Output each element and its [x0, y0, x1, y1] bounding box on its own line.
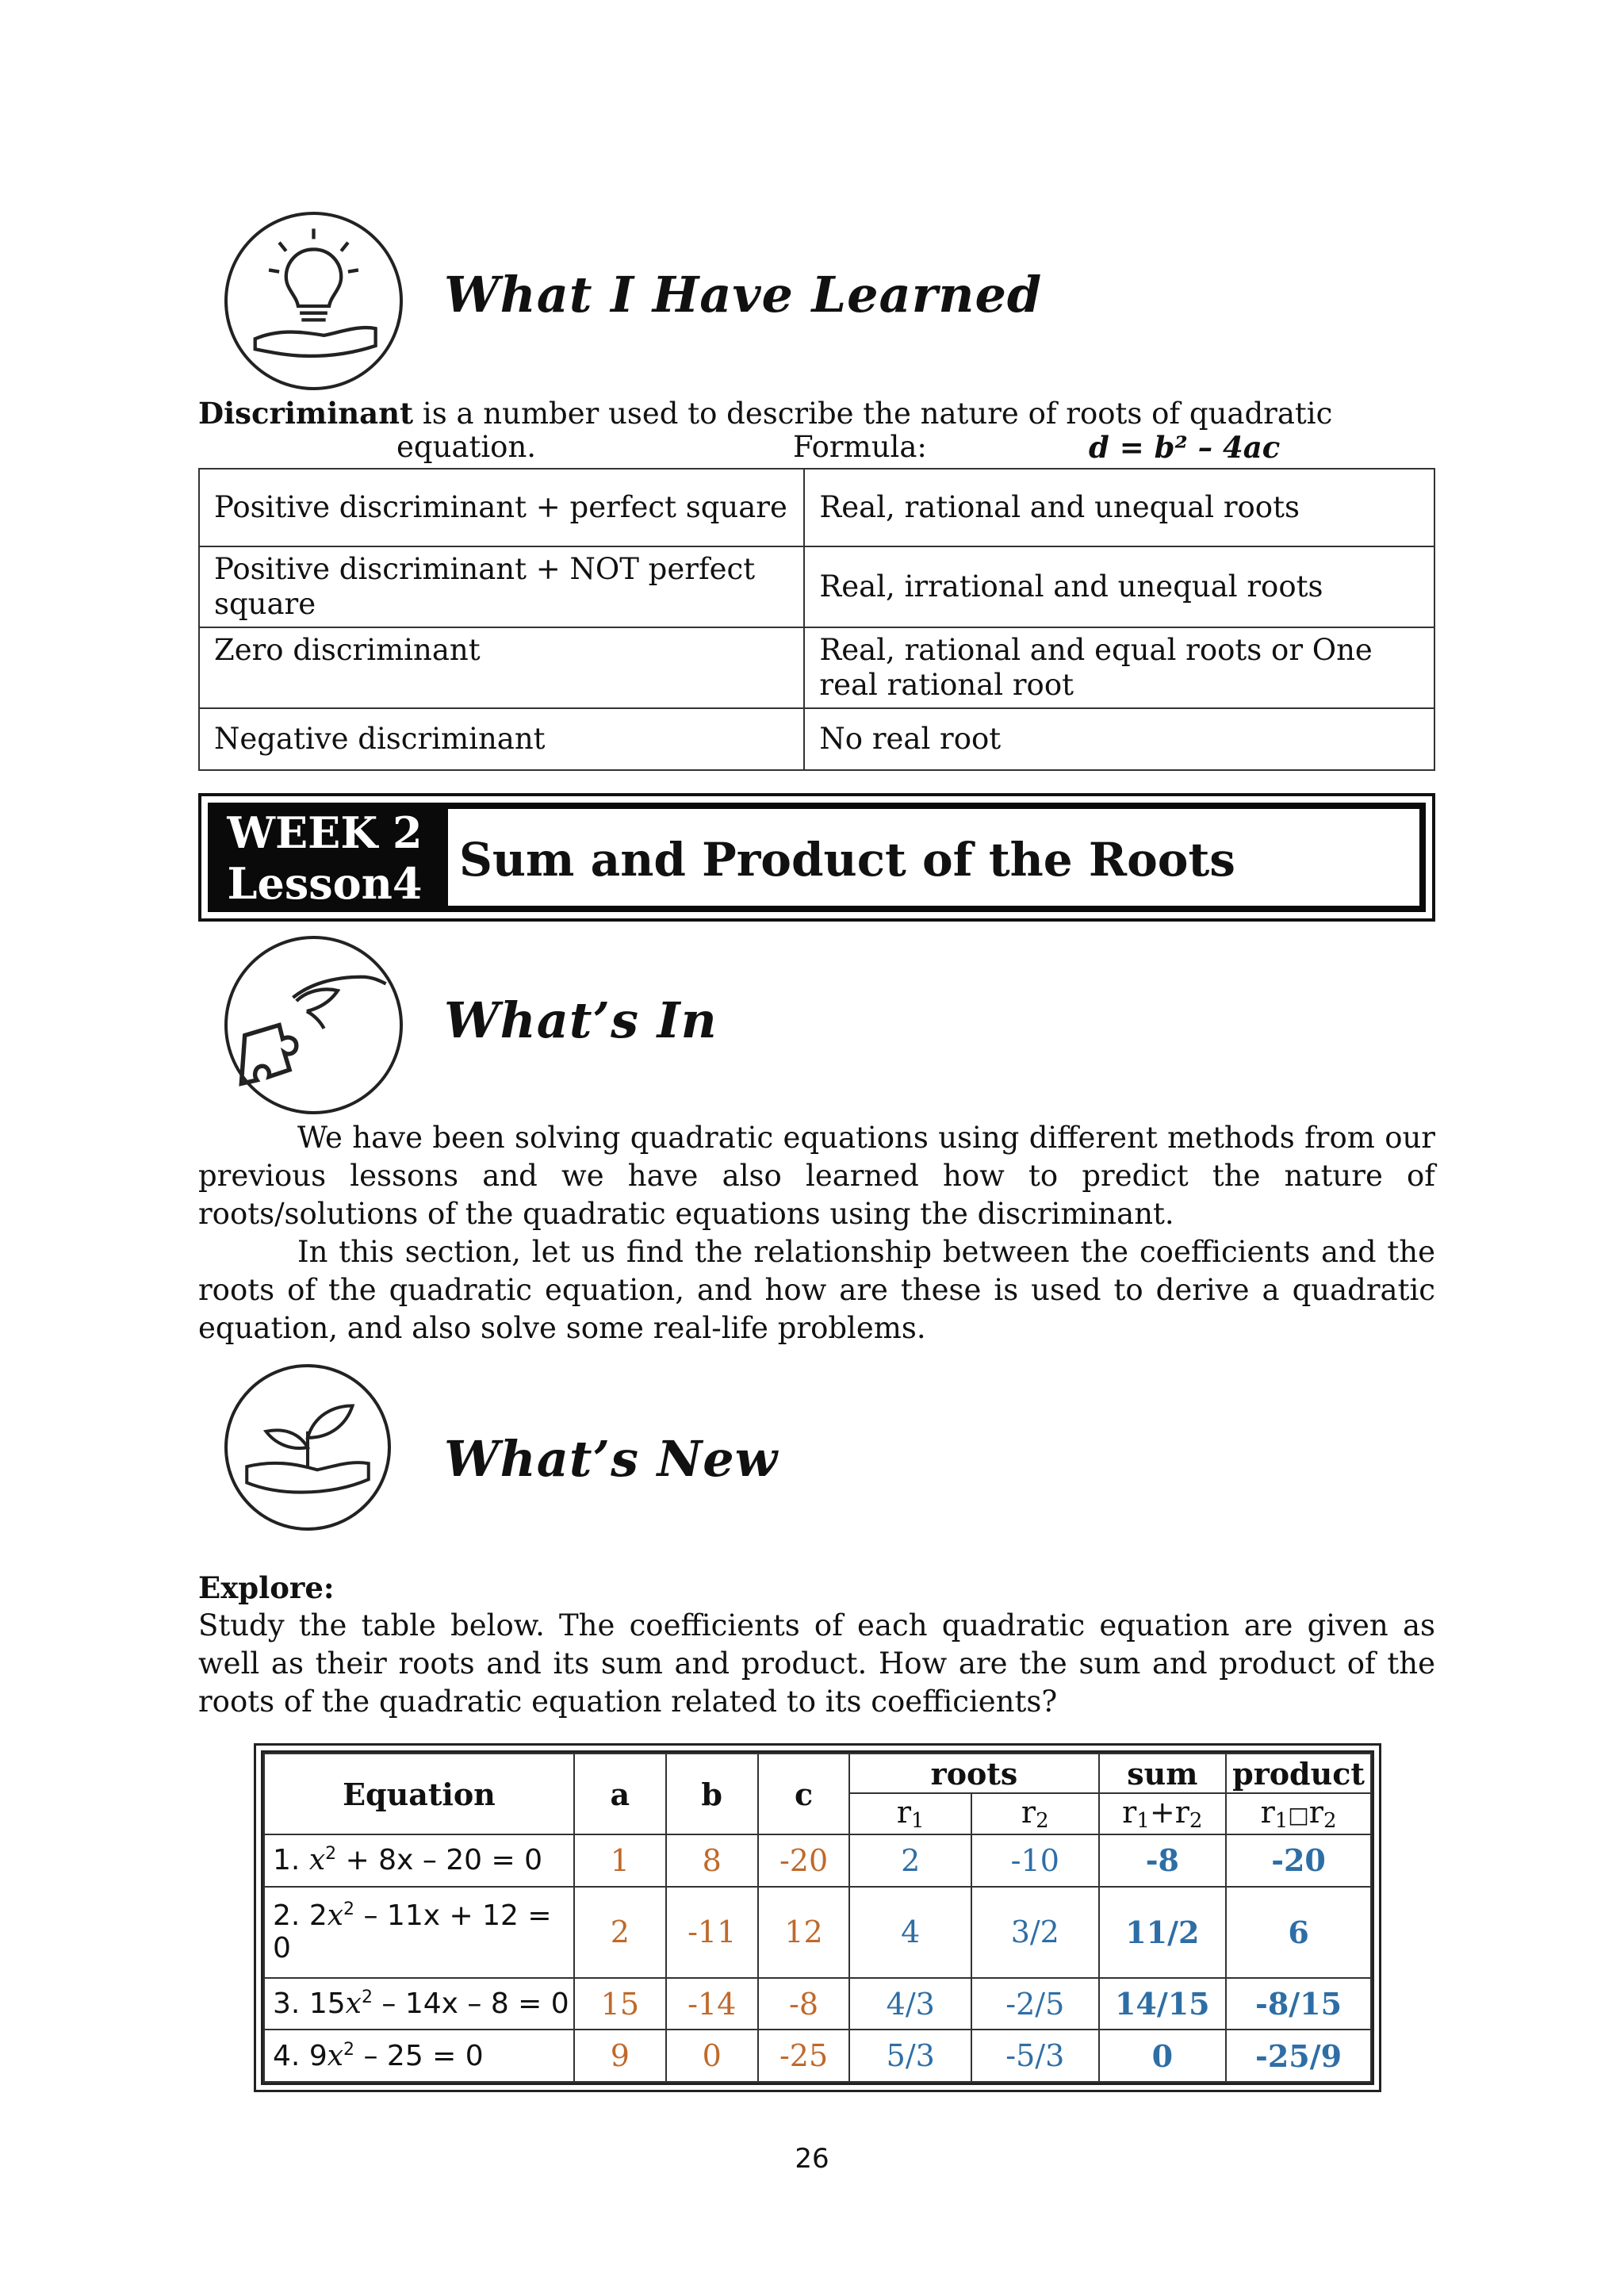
sum-value: 14/15 [1099, 1978, 1227, 2030]
whats-in-paragraph-2: In this section, let us find the relationship between the coefficients and the roots of the quadratic equation, and how are these is used to derive a quadratic equation, and also solve some real-life problems. [198, 1235, 1435, 1345]
coef-b: -14 [666, 1978, 758, 2030]
plant-hand-icon [224, 1364, 391, 1531]
header-product-expr: $r_1□r_2$ [1226, 1793, 1371, 1834]
page-number: 26 [795, 2143, 829, 2175]
lesson-title-box [442, 803, 1426, 912]
table-cell: Real, rational and unequal roots [804, 469, 1434, 546]
header-r1: $r_1$ [849, 1793, 971, 1834]
table-row [264, 2030, 1371, 2082]
header-a: a [574, 1754, 666, 1834]
sum-value: 11/2 [1099, 1887, 1227, 1978]
lesson-label: Lesson4 [227, 858, 423, 909]
week-lesson-banner [198, 793, 1435, 922]
table-cell: Negative discriminant [199, 708, 804, 770]
lesson-title: Sum and Product of the Roots [459, 833, 1235, 887]
coef-c: -25 [758, 2030, 850, 2082]
header-c: c [758, 1754, 850, 1834]
coef-c: -8 [758, 1978, 850, 2030]
table-row [199, 708, 1434, 770]
whats-in-paragraph-1: We have been solving quadratic equations using different methods from our previous lessons and we have also learned how to predict the nature of roots/solutions of the quadratic equations using the discriminant. [198, 1121, 1435, 1231]
root-r1: 5/3 [849, 2030, 971, 2082]
header-sum-expr: $r_1+r_2$ [1099, 1793, 1227, 1834]
header-sum: sum [1099, 1754, 1227, 1793]
table-row [264, 1978, 1371, 2030]
coef-a: 2 [574, 1887, 666, 1978]
table-row [199, 627, 1434, 708]
root-r1: 4 [849, 1887, 971, 1978]
table-cell: Real, irrational and unequal roots [804, 546, 1434, 627]
header-b: b [666, 1754, 758, 1834]
coef-b: 0 [666, 2030, 758, 2082]
root-r1: 2 [849, 1834, 971, 1887]
root-r2: -5/3 [971, 2030, 1099, 2082]
product-value: 6 [1226, 1887, 1371, 1978]
table-header-row [264, 1754, 1371, 1793]
coef-a: 1 [574, 1834, 666, 1887]
lightbulb-hand-icon [224, 212, 403, 390]
header-r2: $r_2$ [971, 1793, 1099, 1834]
root-r2: -2/5 [971, 1978, 1099, 2030]
sum-value: 0 [1099, 2030, 1227, 2082]
section-title-whats-new: What’s New [444, 1430, 779, 1488]
explore-text: Study the table below. The coefficients of each quadratic equation are given as well as their roots and its sum and product. How are the sum and product of the roots of the quadratic equation related to its coefficients? [198, 1608, 1435, 1719]
definition-term: Discriminant [198, 396, 414, 431]
section-title-whats-in: What’s In [444, 991, 718, 1049]
discriminant-definition [198, 394, 1435, 433]
coef-a: 9 [574, 2030, 666, 2082]
section-title-learned: What I Have Learned [444, 266, 1043, 324]
coef-b: -11 [666, 1887, 758, 1978]
equation-cell: 3. $15x^2 - 14x - 8 = 0$ [264, 1978, 574, 2030]
product-value: -8/15 [1226, 1978, 1371, 2030]
table-cell: Real, rational and equal roots or One real rational root [804, 627, 1434, 708]
header-equation: Equation [264, 1754, 574, 1834]
equation-cell: 2. $2x^2 - 11x + 12 = 0$ [264, 1887, 574, 1978]
table-row [264, 1834, 1371, 1887]
definition-line-2: equation. [396, 430, 537, 464]
discriminant-table [198, 468, 1435, 771]
definition-text: is a number used to describe the nature of roots of quadratic [413, 397, 1333, 431]
week-label-box [208, 803, 442, 912]
puzzle-hand-icon [224, 936, 403, 1114]
table-row [199, 469, 1434, 546]
explore-table-frame [254, 1743, 1381, 2092]
week-label: WEEK 2 [227, 807, 423, 858]
table-row [264, 1887, 1371, 1978]
formula-label: Formula: [793, 430, 927, 464]
equation-cell: 4. $9x^2 - 25 = 0$ [264, 2030, 574, 2082]
equation-cell: 1. $x^2 + 8x - 20 = 0$ [264, 1834, 574, 1887]
table-cell: Zero discriminant [199, 627, 804, 708]
root-r1: 4/3 [849, 1978, 971, 2030]
coef-c: -20 [758, 1834, 850, 1887]
coef-c: 12 [758, 1887, 850, 1978]
coef-b: 8 [666, 1834, 758, 1887]
explore-label: Explore: [198, 1570, 335, 1605]
formula: d = b² – 4ac [1089, 430, 1281, 465]
root-r2: -10 [971, 1834, 1099, 1887]
header-roots: roots [849, 1754, 1098, 1793]
product-value: -25/9 [1226, 2030, 1371, 2082]
explore-table [263, 1753, 1372, 2083]
product-value: -20 [1226, 1834, 1371, 1887]
table-cell: Positive discriminant + perfect square [199, 469, 804, 546]
root-r2: 3/2 [971, 1887, 1099, 1978]
table-row [199, 546, 1434, 627]
header-product: product [1226, 1754, 1371, 1793]
table-cell: Positive discriminant + NOT perfect square [199, 546, 804, 627]
table-cell: No real root [804, 708, 1434, 770]
coef-a: 15 [574, 1978, 666, 2030]
sum-value: -8 [1099, 1834, 1227, 1887]
